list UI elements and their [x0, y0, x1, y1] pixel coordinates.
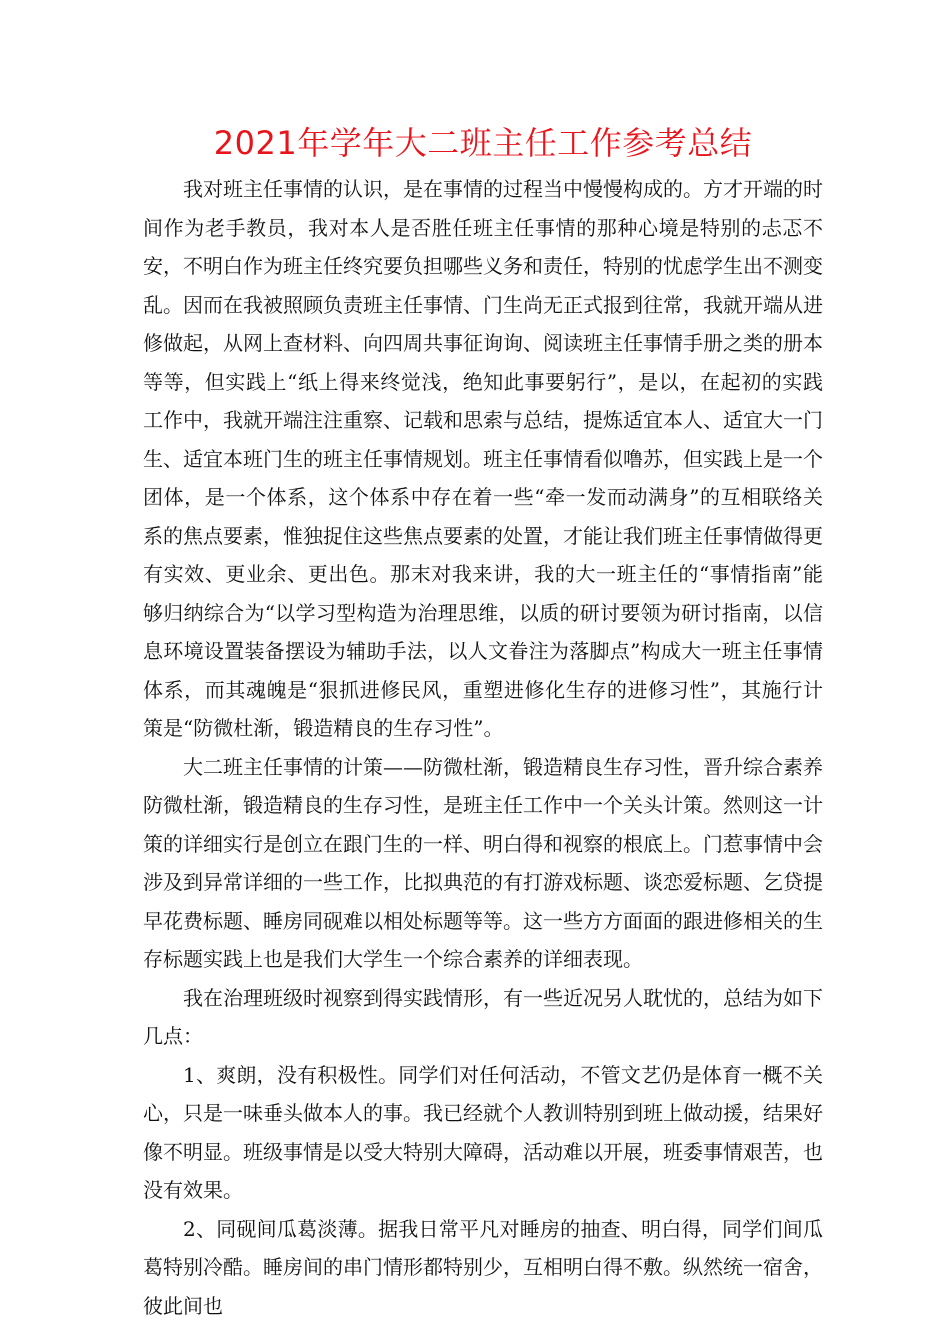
paragraph-intro: 我对班主任事情的认识，是在事情的过程当中慢慢构成的。方才开端的时间作为老手教员，我对本人是否胜任班主任事情的那种心境是特别的忐忑不安，不明白作为班主任终究要负担哪些义务和责任，特别的忧虑学生出不测变乱。因而在我被照顾负责班主任事情、门生尚无正式报到往常，我就开端从进修做起，从网上查材料、向四周共事征询询、阅读班主任事情手册之类的册本等等，但实践上“纸上得来终觉浅，绝知此事要躬行”，是以，在起初的实践工作中，我就开端注注重察、记载和思索与总结，提炼适宜本人、适宜大一门生、适宜本班门生的班主任事情规划。班主任事情看似噜苏，但实践上是一个团体，是一个体系，这个体系中存在着一些“牵一发而动满身”的互相联络关系的焦点要素，惟独捉住这些焦点要素的处置，才能让我们班主任事情做得更有实效、更业余、更出色。那末对我来讲，我的大一班主任的“事情指南”能够归纳综合为“以学习型构造为治理思维，以质的研讨要领为研讨指南，以信息环境设置装备摆设为辅助手法，以人文眷注为落脚点”构成大一班主任事情体系，而其魂魄是“狠抓进修民风，重塑进修化生存的进修习性”，其施行计策是“防微杜渐，锻造精良的生存习性”。 — [143, 170, 823, 748]
document-title: 2021年学年大二班主任工作参考总结 — [143, 120, 823, 166]
document-body — [143, 120, 823, 1325]
paragraph-strategy: 大二班主任事情的计策——防微杜渐，锻造精良生存习性，晋升综合素养 防微杜渐，锻造精良的生存习性，是班主任工作中一个关头计策。然则这一计策的详细实行是创立在跟门生的一样、明白得和视察的根底上。门惹事情中会涉及到异常详细的一些工作，比拟典范的有打游戏标题、谈恋爱标题、乞贷提早花费标题、睡房同砚难以相处标题等等。这一些方方面面的跟进修相关的生存标题实践上也是我们大学生一个综合素养的详细表现。 — [143, 748, 823, 979]
paragraph-observations: 我在治理班级时视察到得实践情形，有一些近况另人耽忧的，总结为如下几点： — [143, 979, 823, 1056]
paragraph-point-2: 2、同砚间瓜葛淡薄。据我日常平凡对睡房的抽查、明白得，同学们间瓜葛特别冷酷。睡房间的串门情形都特别少，互相明白得不敷。纵然统一宿舍，彼此间也 — [143, 1210, 823, 1325]
paragraph-point-1: 1、爽朗，没有积极性。同学们对任何活动，不管文艺仍是体育一概不关心，只是一味垂头做本人的事。我已经就个人教训特别到班上做动援，结果好像不明显。班级事情是以受大特别大障碍，活动难以开展，班委事情艰苦，也没有效果。 — [143, 1056, 823, 1210]
